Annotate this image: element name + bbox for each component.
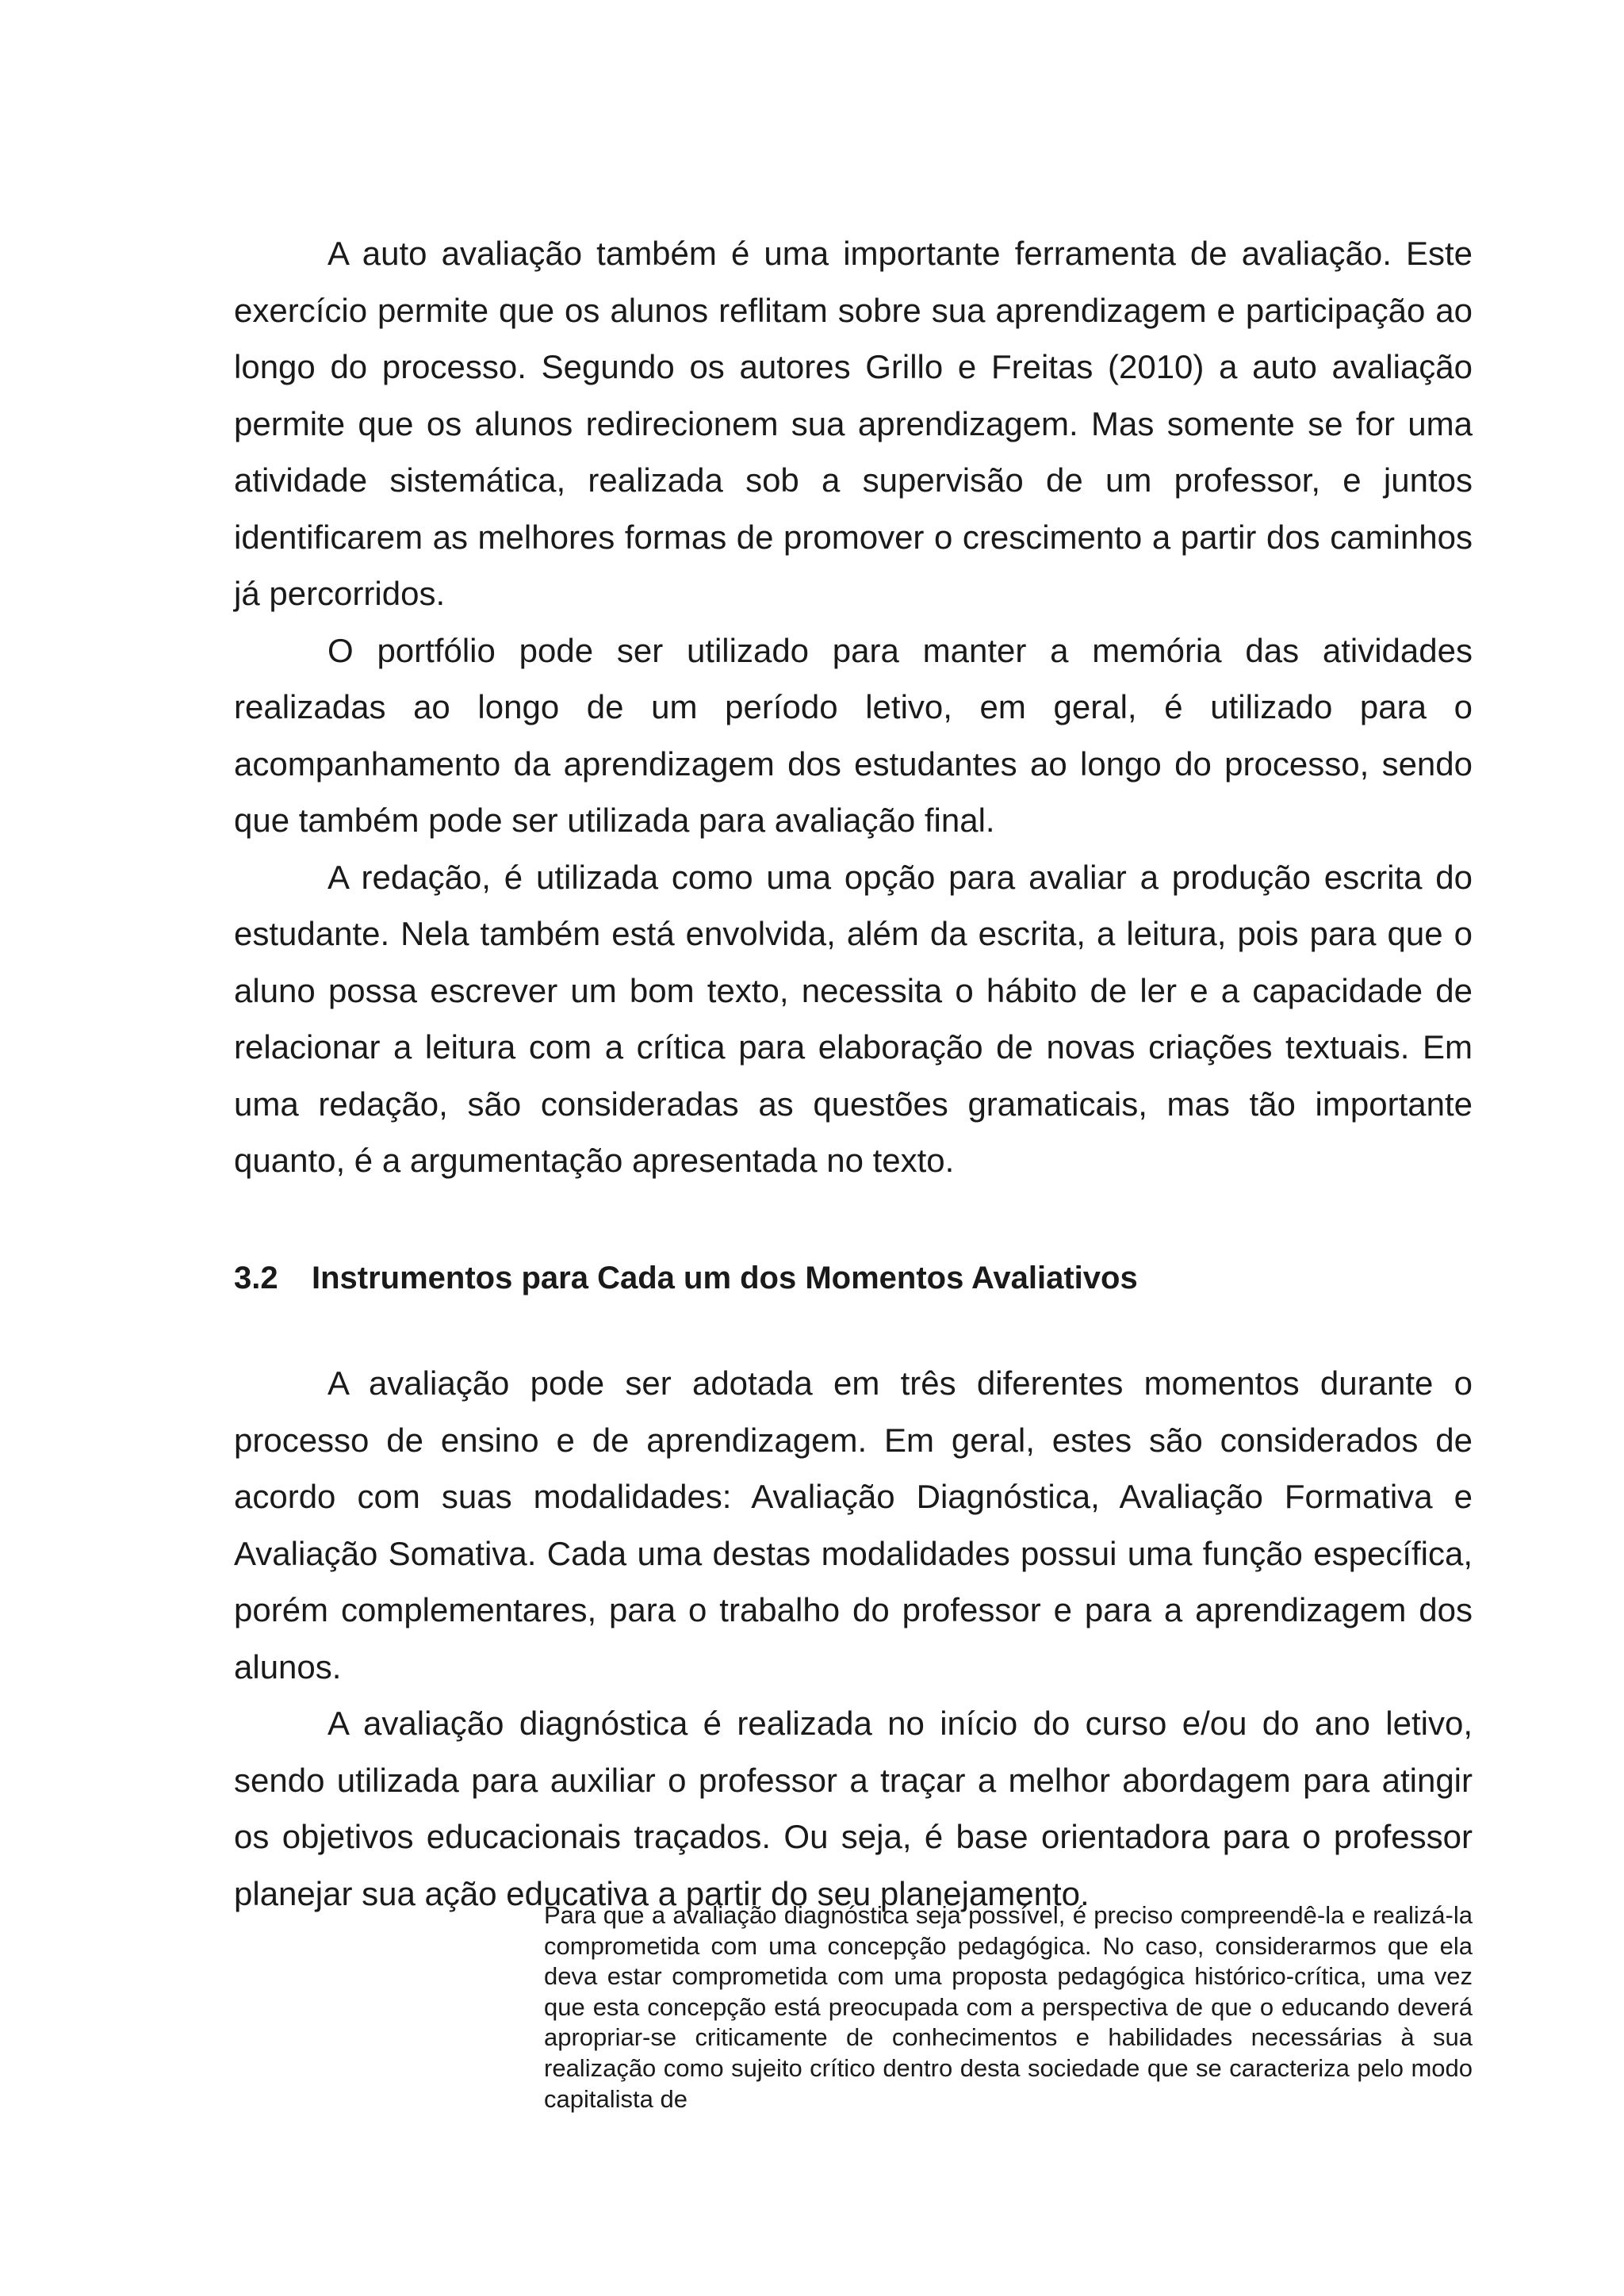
block-quote: Para que a avaliação diagnóstica seja possível, é preciso compreendê-la e realizá-la comprometida com uma concepção pedagógica. No caso, considerarmos que ela deva estar comprometida com uma proposta pedagógica histórico-crítica, uma vez que esta concepção está preocupada com a perspectiva de que o educando deverá apropriar-se criticamente de conhecimentos e habilidades necessárias à sua realização como sujeito crítico dentro desta sociedade que se caracteriza pelo modo capitalista de [544, 1901, 1473, 2113]
paragraph-self-assessment: A auto avaliação também é uma importante ferramenta de avaliação. Este exercício permite que os alunos reflitam sobre sua aprendizagem e participação ao longo do processo. Segundo os autores Grillo e Freitas (2010) a auto avaliação permite que os alunos redirecionem sua aprendizagem. Mas somente se for uma atividade sistemática, realizada sob a supervisão de um professor, e juntos identificarem as melhores formas de promover o crescimento a partir dos caminhos já percorridos. [234, 235, 1473, 612]
paragraph-diagnostic-evaluation: A avaliação diagnóstica é realizada no início do curso e/ou do ano letivo, sendo utilizada para auxiliar o professor a traçar a melhor abordagem para atingir os objetivos educacionais traçados. Ou seja, é base orientadora para o professor planejar sua ação educativa a partir do seu planejamento. [234, 1705, 1473, 1912]
body-text-top [234, 225, 1473, 1189]
section-number: 3.2 [234, 1261, 278, 1295]
paragraph-evaluation-moments: A avaliação pode ser adotada em três diferentes momentos durante o processo de ensino e de aprendizagem. Em geral, estes são considerados de acordo com suas modalidades: Avaliação Diagnóstica, Avaliação Formativa e Avaliação Somativa. Cada uma destas modalidades possui uma função específica, porém complementares, para o trabalho do professor e para a aprendizagem dos alunos. [234, 1364, 1473, 1686]
section-heading [234, 1250, 1473, 1307]
section-title: Instrumentos para Cada um dos Momentos Avaliativos [312, 1261, 1138, 1295]
paragraph-essay: A redação, é utilizada como uma opção para avaliar a produção escrita do estudante. Nela também está envolvida, além da escrita, a leitura, pois para que o aluno possa escrever um bom texto, necessita o hábito de ler e a capacidade de relacionar a leitura com a crítica para elaboração de novas criações textuais. Em uma redação, são consideradas as questões gramaticais, mas tão importante quanto, é a argumentação apresentada no texto. [234, 858, 1473, 1179]
body-text-section [234, 1355, 1473, 1922]
paragraph-portfolio: O portfólio pode ser utilizado para manter a memória das atividades realizadas ao longo de um período letivo, em geral, é utilizado para o acompanhamento da aprendizagem dos estudantes ao longo do processo, sendo que também pode ser utilizada para avaliação final. [234, 631, 1473, 839]
